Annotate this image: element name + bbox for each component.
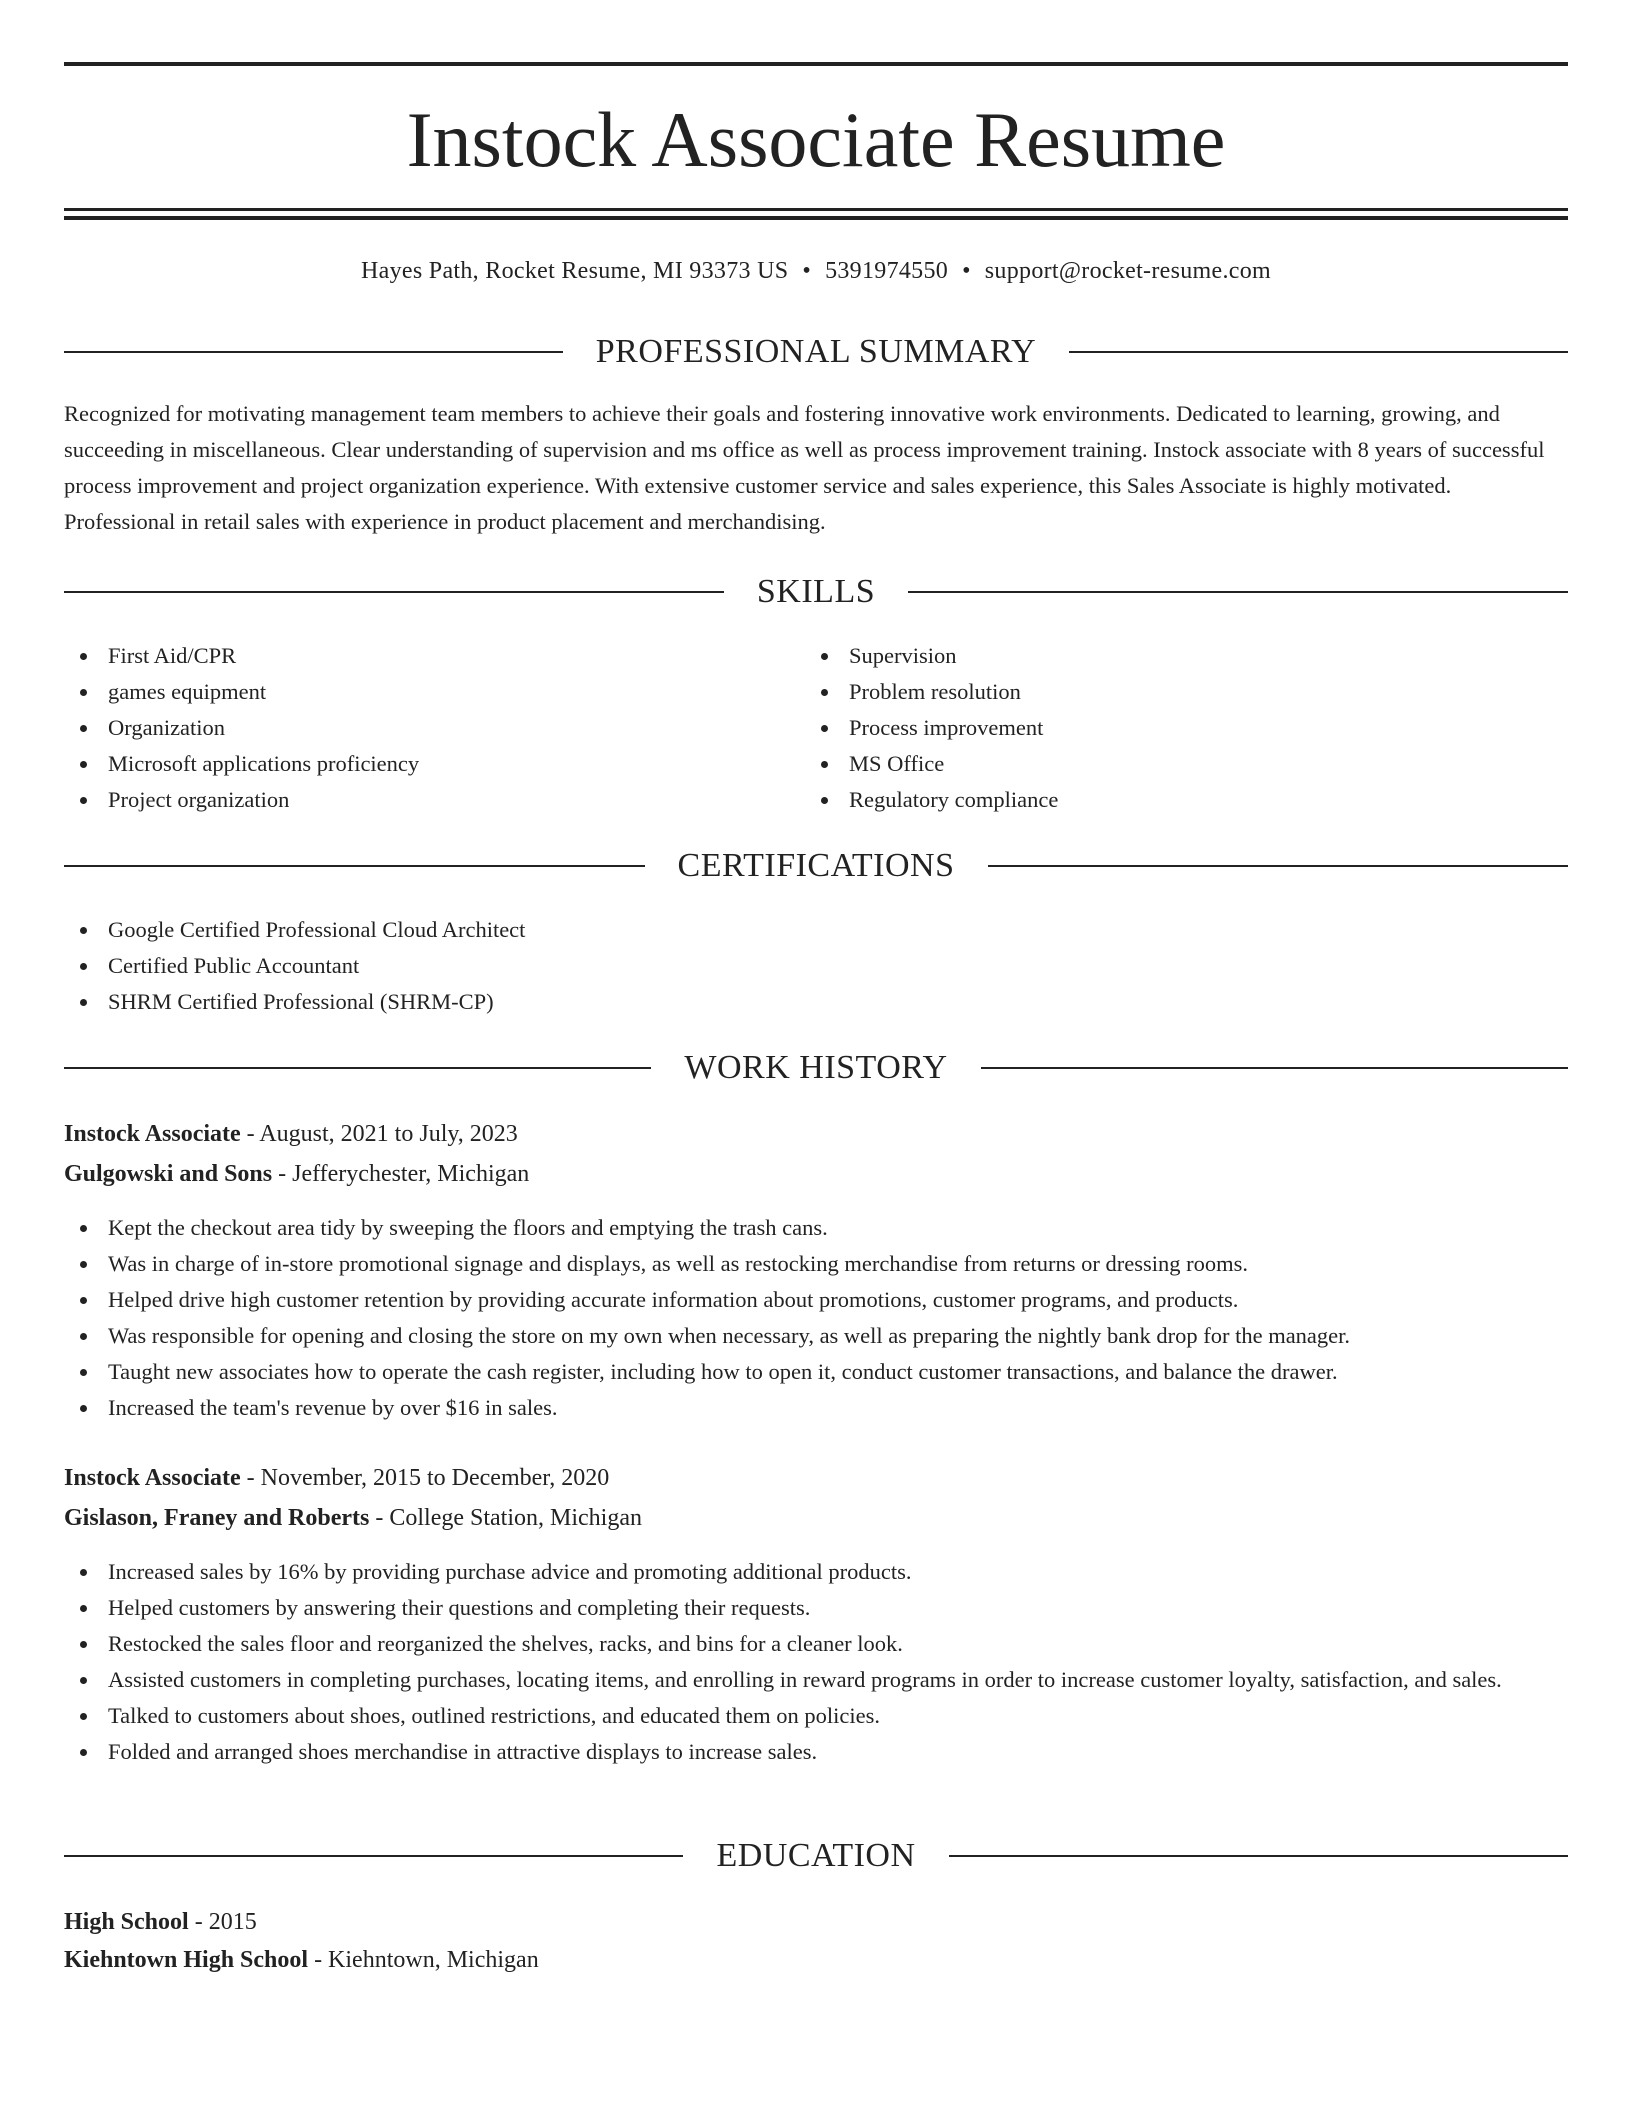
title-rule-lower (64, 216, 1568, 220)
education-degree-line (64, 1904, 1568, 1940)
skill-item: Project organization (64, 782, 764, 818)
section-rule (1069, 351, 1568, 353)
job-title-line (64, 1460, 1568, 1496)
job-bullet: Kept the checkout area tidy by sweeping the floors and emptying the trash cans. (64, 1210, 1568, 1246)
job-title: Instock Associate (64, 1121, 241, 1147)
section-title-work-history: WORK HISTORY (684, 1049, 948, 1086)
skill-item: MS Office (805, 746, 1565, 782)
section-title-education: EDUCATION (716, 1837, 916, 1874)
section-header-work-history (64, 1046, 1568, 1090)
job-bullet: Increased the team's revenue by over $16 in sales. (64, 1390, 1568, 1426)
education-degree: High School (64, 1909, 189, 1935)
contact-phone: 5391974550 (825, 258, 949, 284)
section-rule (981, 1067, 1568, 1069)
certification-item: Google Certified Professional Cloud Architect (64, 912, 1568, 948)
job-company-line (64, 1500, 1568, 1536)
job-bullet: Was responsible for opening and closing the store on my own when necessary, as well as preparing the nightly bank drop for the manager. (64, 1318, 1568, 1354)
skill-item: Regulatory compliance (805, 782, 1565, 818)
section-header-summary (64, 330, 1568, 374)
section-header-education (64, 1834, 1568, 1878)
job-dates: - August, 2021 to July, 2023 (240, 1121, 518, 1147)
contact-separator: • (962, 258, 971, 284)
job-company: Gulgowski and Sons (64, 1161, 273, 1187)
skill-item: First Aid/CPR (64, 638, 764, 674)
job-bullet: Restocked the sales floor and reorganized the shelves, racks, and bins for a cleaner look. (64, 1626, 1568, 1662)
section-title-summary: PROFESSIONAL SUMMARY (595, 333, 1037, 370)
skill-item: Microsoft applications proficiency (64, 746, 764, 782)
job-bullet: Was in charge of in-store promotional signage and displays, as well as restocking merchandise from returns or dressing rooms. (64, 1246, 1568, 1282)
title-rule-upper (64, 208, 1568, 211)
contact-line (64, 254, 1568, 288)
job-company-line (64, 1156, 1568, 1192)
skill-item: Supervision (805, 638, 1565, 674)
certifications-list (64, 912, 1568, 1020)
certification-item: SHRM Certified Professional (SHRM-CP) (64, 984, 1568, 1020)
section-header-skills (64, 570, 1568, 614)
job-bullet: Folded and arranged shoes merchandise in attractive displays to increase sales. (64, 1734, 1568, 1770)
job-location: - Jefferychester, Michigan (272, 1161, 530, 1187)
section-rule (949, 1855, 1568, 1857)
section-rule (64, 591, 724, 593)
job-bullet: Assisted customers in completing purchases, locating items, and enrolling in reward programs in order to increase customer loyalty, satisfaction, and sales. (64, 1662, 1568, 1698)
section-header-certifications (64, 844, 1568, 888)
section-title-skills: SKILLS (756, 573, 876, 610)
job-title-line (64, 1116, 1568, 1152)
education-school: Kiehntown High School (64, 1947, 309, 1973)
job-bullet: Taught new associates how to operate the cash register, including how to open it, conduct customer transactions, and balance the drawer. (64, 1354, 1568, 1390)
section-rule (64, 1067, 651, 1069)
skill-item: Organization (64, 710, 764, 746)
section-rule (64, 351, 563, 353)
top-rule (64, 62, 1568, 66)
education-year: - 2015 (188, 1909, 257, 1935)
skills-list-left (64, 638, 764, 818)
section-rule (64, 865, 645, 867)
job-company: Gislason, Franey and Roberts (64, 1505, 370, 1531)
contact-email: support@rocket-resume.com (984, 258, 1271, 284)
skill-item: games equipment (64, 674, 764, 710)
summary-text: Recognized for motivating management team members to achieve their goals and fostering innovative work environments. Dedicated to learning, growing, and succeeding in miscellaneous. Clear understanding of supervision and ms office as well as process improvement training. Instock associate with 8 years of successful process improvement and project organization experience. With extensive customer service and sales experience, this Sales Associate is highly motivated. Professional in retail sales with experience in product placement and merchandising. (64, 401, 1545, 534)
job-bullets (64, 1210, 1568, 1426)
section-rule (988, 865, 1569, 867)
job-bullets (64, 1554, 1568, 1770)
job-bullet: Helped customers by answering their questions and completing their requests. (64, 1590, 1568, 1626)
job-title: Instock Associate (64, 1465, 241, 1491)
job-bullet: Talked to customers about shoes, outlined restrictions, and educated them on policies. (64, 1698, 1568, 1734)
education-school-line (64, 1942, 1568, 1978)
skills-list-right (805, 638, 1565, 818)
skill-item: Problem resolution (805, 674, 1565, 710)
job-bullet: Increased sales by 16% by providing purchase advice and promoting additional products. (64, 1554, 1568, 1590)
job-location: - College Station, Michigan (369, 1505, 642, 1531)
contact-separator: • (802, 258, 812, 284)
section-rule (64, 1855, 683, 1857)
resume-title: Instock Associate Resume (406, 96, 1226, 183)
certification-item: Certified Public Accountant (64, 948, 1568, 984)
job-bullet: Helped drive high customer retention by providing accurate information about promotions, customer programs, and products. (64, 1282, 1568, 1318)
section-rule (908, 591, 1568, 593)
skill-item: Process improvement (805, 710, 1565, 746)
contact-address: Hayes Path, Rocket Resume, MI 93373 US (361, 258, 789, 284)
section-title-certifications: CERTIFICATIONS (677, 847, 955, 884)
job-dates: - November, 2015 to December, 2020 (240, 1465, 610, 1491)
education-location: - Kiehntown, Michigan (308, 1947, 539, 1973)
